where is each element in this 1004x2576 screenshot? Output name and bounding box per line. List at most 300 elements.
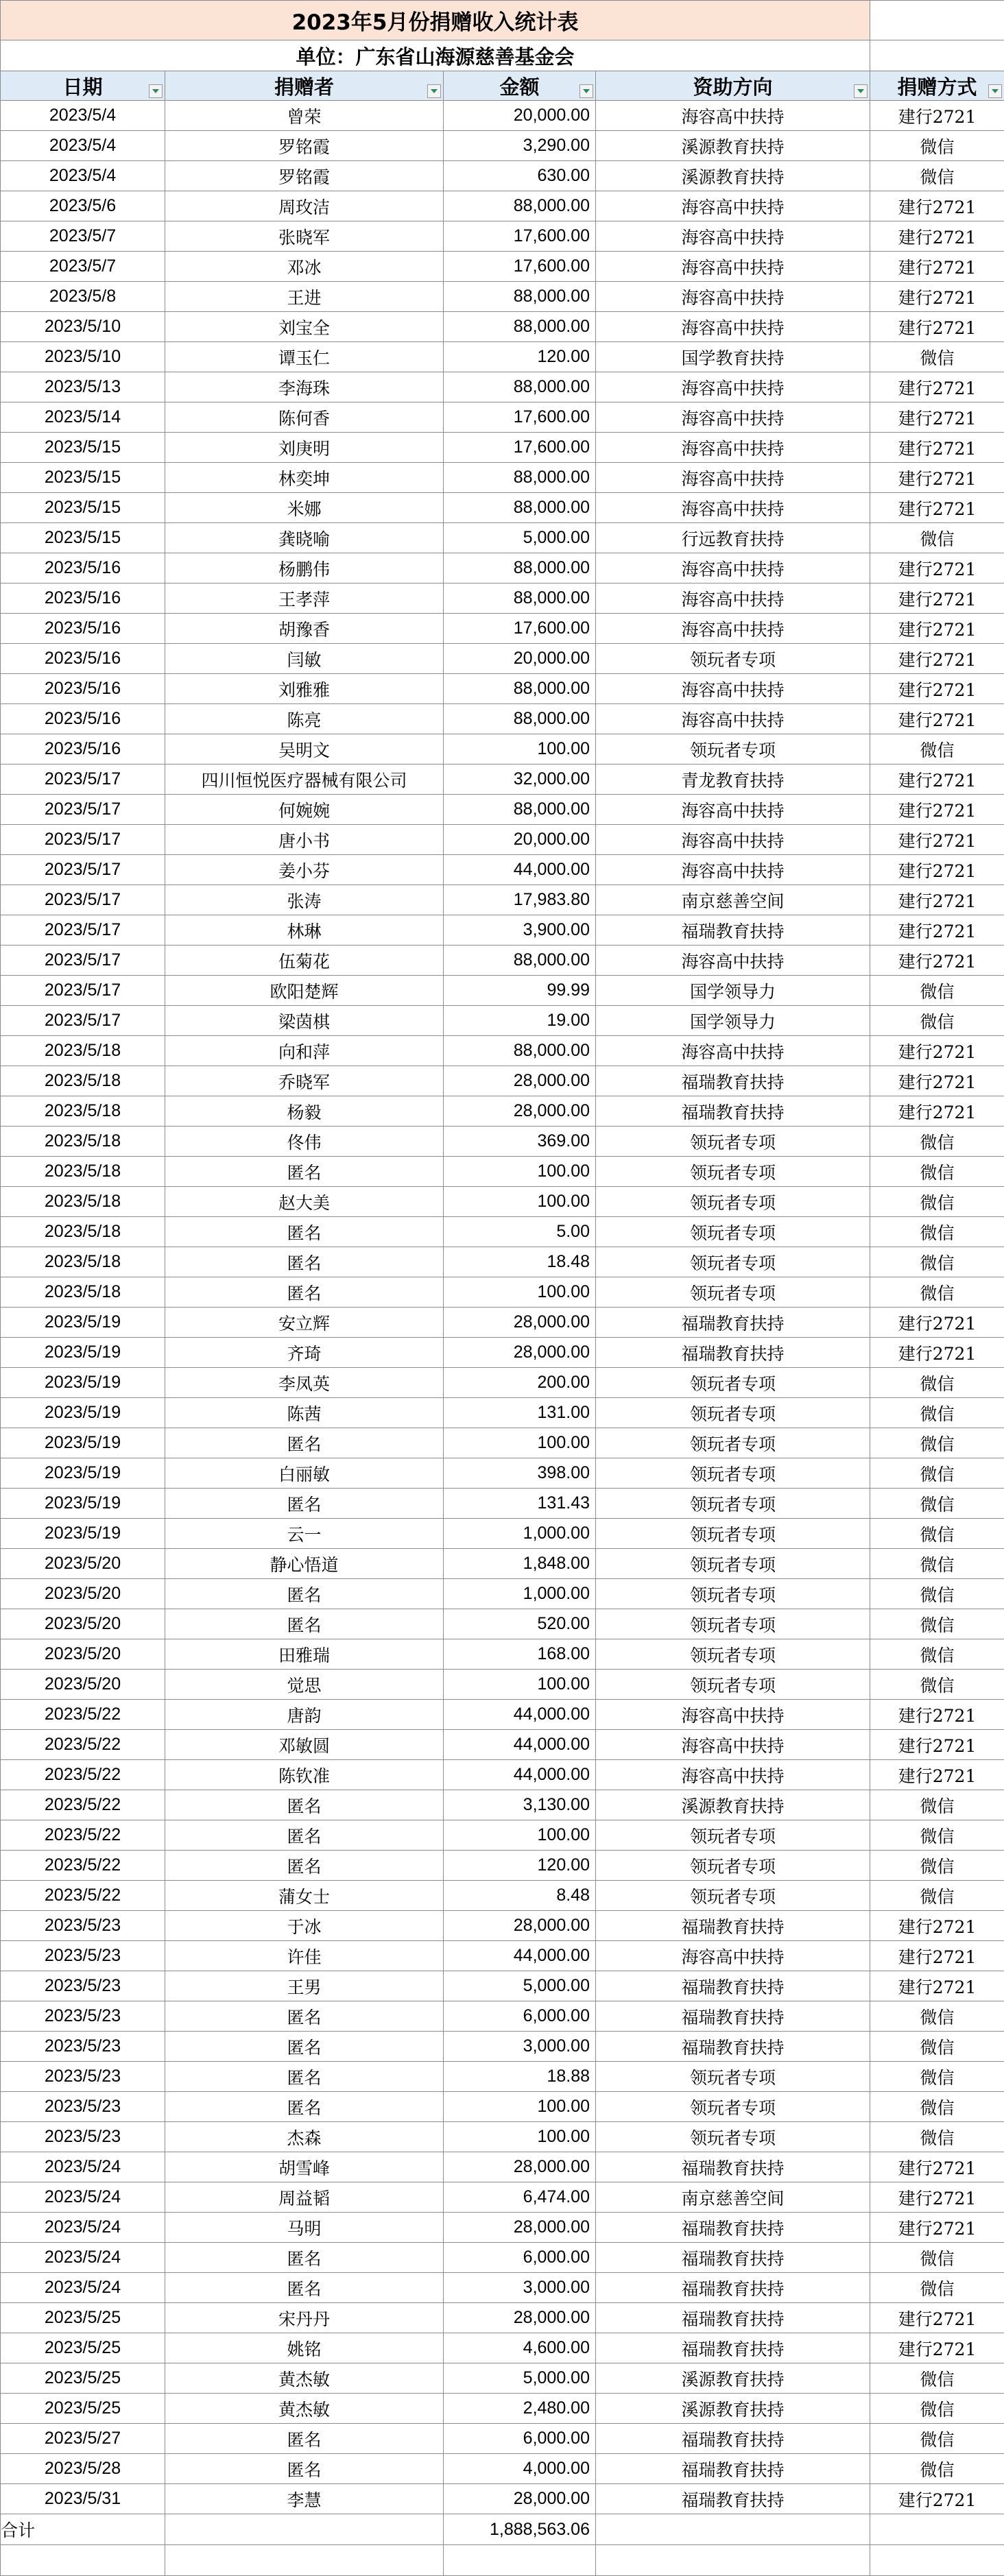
cell-donor[interactable]: 胡豫香	[165, 614, 444, 644]
cell-date[interactable]: 2023/5/18	[1, 1217, 165, 1247]
cell-amount[interactable]: 17,600.00	[444, 402, 596, 433]
cell-date[interactable]: 2023/5/25	[1, 2303, 165, 2333]
cell-donor[interactable]: 匿名	[165, 1217, 444, 1247]
cell-amount[interactable]: 44,000.00	[444, 1700, 596, 1730]
cell-direction[interactable]: 领玩者专项	[596, 1277, 870, 1308]
cell-method[interactable]: 建行2721	[870, 463, 1004, 493]
cell-direction[interactable]: 海容高中扶持	[596, 101, 870, 131]
cell-method[interactable]: 建行2721	[870, 915, 1004, 946]
cell-amount[interactable]: 6,000.00	[444, 2243, 596, 2273]
cell-date[interactable]: 2023/5/7	[1, 221, 165, 252]
cell-amount[interactable]: 28,000.00	[444, 2303, 596, 2333]
cell-date[interactable]: 2023/5/25	[1, 2363, 165, 2394]
cell-donor[interactable]: 何婉婉	[165, 795, 444, 825]
cell-direction[interactable]: 领玩者专项	[596, 1820, 870, 1851]
cell-method[interactable]: 微信	[870, 976, 1004, 1006]
cell-donor[interactable]: 匿名	[165, 1790, 444, 1820]
cell-method[interactable]: 微信	[870, 1790, 1004, 1820]
cell-amount[interactable]: 28,000.00	[444, 2152, 596, 2182]
cell-direction[interactable]: 福瑞教育扶持	[596, 1911, 870, 1941]
cell-amount[interactable]: 5.00	[444, 1217, 596, 1247]
cell-date[interactable]: 2023/5/16	[1, 644, 165, 674]
filter-amount-icon[interactable]	[579, 84, 593, 98]
cell-donor[interactable]: 伍菊花	[165, 946, 444, 976]
cell-amount[interactable]: 120.00	[444, 342, 596, 372]
cell-amount[interactable]: 8.48	[444, 1881, 596, 1911]
cell-direction[interactable]: 领玩者专项	[596, 1217, 870, 1247]
cell-amount[interactable]: 99.99	[444, 976, 596, 1006]
cell-amount[interactable]: 88,000.00	[444, 312, 596, 342]
cell-donor[interactable]: 陈何香	[165, 402, 444, 433]
cell-donor[interactable]: 李慧	[165, 2484, 444, 2514]
cell-date[interactable]: 2023/5/16	[1, 704, 165, 734]
cell-direction[interactable]: 海容高中扶持	[596, 704, 870, 734]
cell-method[interactable]: 微信	[870, 1579, 1004, 1609]
cell-donor[interactable]: 龚晓喻	[165, 523, 444, 553]
cell-method[interactable]: 微信	[870, 1489, 1004, 1519]
cell-direction[interactable]: 领玩者专项	[596, 1247, 870, 1277]
cell-donor[interactable]: 静心悟道	[165, 1549, 444, 1579]
cell-donor[interactable]: 李凤英	[165, 1368, 444, 1398]
cell-date[interactable]: 2023/5/18	[1, 1247, 165, 1277]
cell-amount[interactable]: 28,000.00	[444, 1066, 596, 1096]
cell-direction[interactable]: 福瑞教育扶持	[596, 2273, 870, 2303]
cell-method[interactable]: 建行2721	[870, 493, 1004, 523]
cell-method[interactable]: 建行2721	[870, 2152, 1004, 2182]
title-blank-cell[interactable]	[870, 1, 1004, 40]
cell-direction[interactable]: 海容高中扶持	[596, 493, 870, 523]
cell-donor[interactable]: 匿名	[165, 1609, 444, 1639]
total-label[interactable]: 合计	[1, 2514, 165, 2545]
cell-amount[interactable]: 44,000.00	[444, 1730, 596, 1760]
cell-method[interactable]: 建行2721	[870, 2182, 1004, 2213]
cell-amount[interactable]: 18.88	[444, 2062, 596, 2092]
cell-date[interactable]: 2023/5/15	[1, 493, 165, 523]
sheet-title[interactable]: 2023年5月份捐赠收入统计表	[1, 1, 870, 40]
cell-amount[interactable]: 3,000.00	[444, 2032, 596, 2062]
cell-method[interactable]: 微信	[870, 1277, 1004, 1308]
cell-method[interactable]: 微信	[870, 1820, 1004, 1851]
cell-donor[interactable]: 唐韵	[165, 1700, 444, 1730]
cell-amount[interactable]: 120.00	[444, 1851, 596, 1881]
cell-direction[interactable]: 海容高中扶持	[596, 553, 870, 583]
cell-date[interactable]: 2023/5/23	[1, 2032, 165, 2062]
cell-donor[interactable]: 安立辉	[165, 1308, 444, 1338]
cell-direction[interactable]: 福瑞教育扶持	[596, 2213, 870, 2243]
cell-amount[interactable]: 200.00	[444, 1368, 596, 1398]
cell-date[interactable]: 2023/5/7	[1, 252, 165, 282]
cell-donor[interactable]: 姜小芬	[165, 855, 444, 885]
cell-date[interactable]: 2023/5/20	[1, 1670, 165, 1700]
cell-donor[interactable]: 胡雪峰	[165, 2152, 444, 2182]
cell-direction[interactable]: 福瑞教育扶持	[596, 2333, 870, 2363]
cell-amount[interactable]: 44,000.00	[444, 1941, 596, 1971]
filter-date-icon[interactable]	[149, 84, 163, 98]
filter-donor-icon[interactable]	[427, 84, 441, 98]
cell-amount[interactable]: 3,900.00	[444, 915, 596, 946]
cell-method[interactable]: 建行2721	[870, 252, 1004, 282]
cell-direction[interactable]: 领玩者专项	[596, 1127, 870, 1157]
cell-amount[interactable]: 17,600.00	[444, 221, 596, 252]
cell-amount[interactable]: 100.00	[444, 1820, 596, 1851]
cell-method[interactable]: 微信	[870, 2454, 1004, 2484]
cell-direction[interactable]: 溪源教育扶持	[596, 2363, 870, 2394]
cell-direction[interactable]: 海容高中扶持	[596, 252, 870, 282]
cell-date[interactable]: 2023/5/22	[1, 1700, 165, 1730]
cell-date[interactable]: 2023/5/23	[1, 1941, 165, 1971]
cell-date[interactable]: 2023/5/17	[1, 855, 165, 885]
cell-date[interactable]: 2023/5/23	[1, 2092, 165, 2122]
cell-donor[interactable]: 匿名	[165, 2092, 444, 2122]
cell-direction[interactable]: 领玩者专项	[596, 734, 870, 765]
cell-method[interactable]: 建行2721	[870, 1971, 1004, 2001]
cell-amount[interactable]: 88,000.00	[444, 493, 596, 523]
cell-method[interactable]: 建行2721	[870, 372, 1004, 402]
cell-donor[interactable]: 于冰	[165, 1911, 444, 1941]
cell-direction[interactable]: 领玩者专项	[596, 1187, 870, 1217]
cell-donor[interactable]: 向和萍	[165, 1036, 444, 1066]
cell-donor[interactable]: 李海珠	[165, 372, 444, 402]
cell-amount[interactable]: 17,600.00	[444, 614, 596, 644]
cell-amount[interactable]: 88,000.00	[444, 463, 596, 493]
cell-method[interactable]: 建行2721	[870, 825, 1004, 855]
cell-date[interactable]: 2023/5/22	[1, 1851, 165, 1881]
cell-date[interactable]: 2023/5/17	[1, 825, 165, 855]
cell-method[interactable]: 微信	[870, 2424, 1004, 2454]
cell-date[interactable]: 2023/5/8	[1, 282, 165, 312]
cell-donor[interactable]: 陈钦准	[165, 1760, 444, 1790]
cell-date[interactable]: 2023/5/18	[1, 1096, 165, 1127]
cell-method[interactable]: 微信	[870, 342, 1004, 372]
cell-date[interactable]: 2023/5/4	[1, 131, 165, 161]
cell-date[interactable]: 2023/5/6	[1, 191, 165, 221]
cell-date[interactable]: 2023/5/13	[1, 372, 165, 402]
cell-date[interactable]: 2023/5/16	[1, 583, 165, 614]
cell-date[interactable]: 2023/5/19	[1, 1338, 165, 1368]
cell-direction[interactable]: 行远教育扶持	[596, 523, 870, 553]
filter-method-icon[interactable]	[988, 84, 1002, 98]
cell-donor[interactable]: 张涛	[165, 885, 444, 915]
cell-date[interactable]: 2023/5/22	[1, 1760, 165, 1790]
cell-direction[interactable]: 领玩者专项	[596, 2092, 870, 2122]
cell-amount[interactable]: 20,000.00	[444, 825, 596, 855]
cell-method[interactable]: 建行2721	[870, 221, 1004, 252]
unit-blank-cell[interactable]	[870, 40, 1004, 71]
cell-donor[interactable]: 匿名	[165, 1489, 444, 1519]
cell-amount[interactable]: 88,000.00	[444, 795, 596, 825]
cell-amount[interactable]: 1,000.00	[444, 1519, 596, 1549]
cell-donor[interactable]: 佟伟	[165, 1127, 444, 1157]
cell-method[interactable]: 建行2721	[870, 946, 1004, 976]
cell-amount[interactable]: 100.00	[444, 1277, 596, 1308]
cell-method[interactable]: 建行2721	[870, 1911, 1004, 1941]
cell-method[interactable]: 微信	[870, 2363, 1004, 2394]
cell-direction[interactable]: 福瑞教育扶持	[596, 2303, 870, 2333]
cell-date[interactable]: 2023/5/19	[1, 1428, 165, 1458]
cell-amount[interactable]: 398.00	[444, 1458, 596, 1489]
cell-donor[interactable]: 匿名	[165, 1579, 444, 1609]
cell-amount[interactable]: 100.00	[444, 734, 596, 765]
cell-date[interactable]: 2023/5/22	[1, 1881, 165, 1911]
total-amount[interactable]: 1,888,563.06	[444, 2514, 596, 2545]
cell-date[interactable]: 2023/5/19	[1, 1489, 165, 1519]
cell-amount[interactable]: 17,983.80	[444, 885, 596, 915]
cell-method[interactable]: 建行2721	[870, 1308, 1004, 1338]
cell-direction[interactable]: 海容高中扶持	[596, 221, 870, 252]
cell-donor[interactable]: 王进	[165, 282, 444, 312]
cell-donor[interactable]: 乔晓军	[165, 1066, 444, 1096]
cell-amount[interactable]: 630.00	[444, 161, 596, 191]
cell-amount[interactable]: 17,600.00	[444, 433, 596, 463]
cell-date[interactable]: 2023/5/24	[1, 2213, 165, 2243]
cell-direction[interactable]: 海容高中扶持	[596, 795, 870, 825]
cell-amount[interactable]: 28,000.00	[444, 1308, 596, 1338]
cell-date[interactable]: 2023/5/23	[1, 1971, 165, 2001]
cell-amount[interactable]: 88,000.00	[444, 704, 596, 734]
cell-method[interactable]: 建行2721	[870, 1338, 1004, 1368]
cell-donor[interactable]: 米娜	[165, 493, 444, 523]
cell-direction[interactable]: 福瑞教育扶持	[596, 915, 870, 946]
cell-method[interactable]: 微信	[870, 1187, 1004, 1217]
cell-method[interactable]: 建行2721	[870, 101, 1004, 131]
cell-direction[interactable]: 海容高中扶持	[596, 1760, 870, 1790]
cell-amount[interactable]: 44,000.00	[444, 855, 596, 885]
cell-method[interactable]: 建行2721	[870, 2213, 1004, 2243]
cell-amount[interactable]: 5,000.00	[444, 2363, 596, 2394]
cell-donor[interactable]: 罗铭霞	[165, 131, 444, 161]
cell-amount[interactable]: 18.48	[444, 1247, 596, 1277]
cell-direction[interactable]: 领玩者专项	[596, 1670, 870, 1700]
cell-date[interactable]: 2023/5/17	[1, 915, 165, 946]
cell-date[interactable]: 2023/5/19	[1, 1368, 165, 1398]
cell-amount[interactable]: 3,290.00	[444, 131, 596, 161]
cell-date[interactable]: 2023/5/18	[1, 1066, 165, 1096]
cell-donor[interactable]: 姚铭	[165, 2333, 444, 2363]
cell-method[interactable]: 建行2721	[870, 583, 1004, 614]
cell-donor[interactable]: 田雅瑞	[165, 1639, 444, 1670]
cell-date[interactable]: 2023/5/18	[1, 1036, 165, 1066]
cell-date[interactable]: 2023/5/23	[1, 1911, 165, 1941]
cell-method[interactable]: 微信	[870, 1127, 1004, 1157]
cell-donor[interactable]: 匿名	[165, 1851, 444, 1881]
cell-method[interactable]: 微信	[870, 523, 1004, 553]
cell-method[interactable]: 建行2721	[870, 2484, 1004, 2514]
cell-direction[interactable]: 溪源教育扶持	[596, 161, 870, 191]
cell-donor[interactable]: 匿名	[165, 2032, 444, 2062]
cell-amount[interactable]: 100.00	[444, 1187, 596, 1217]
cell-direction[interactable]: 海容高中扶持	[596, 614, 870, 644]
cell-date[interactable]: 2023/5/18	[1, 1277, 165, 1308]
cell-donor[interactable]: 邓敏圆	[165, 1730, 444, 1760]
cell-amount[interactable]: 88,000.00	[444, 674, 596, 704]
cell-amount[interactable]: 1,000.00	[444, 1579, 596, 1609]
cell-direction[interactable]: 福瑞教育扶持	[596, 1971, 870, 2001]
cell-amount[interactable]: 3,130.00	[444, 1790, 596, 1820]
cell-date[interactable]: 2023/5/17	[1, 976, 165, 1006]
cell-amount[interactable]: 100.00	[444, 1157, 596, 1187]
cell-method[interactable]: 微信	[870, 1157, 1004, 1187]
cell-donor[interactable]: 匿名	[165, 2454, 444, 2484]
cell-date[interactable]: 2023/5/22	[1, 1820, 165, 1851]
cell-date[interactable]: 2023/5/4	[1, 101, 165, 131]
cell-direction[interactable]: 溪源教育扶持	[596, 2394, 870, 2424]
cell-amount[interactable]: 100.00	[444, 2092, 596, 2122]
cell-method[interactable]: 微信	[870, 1519, 1004, 1549]
cell-amount[interactable]: 4,600.00	[444, 2333, 596, 2363]
cell-date[interactable]: 2023/5/24	[1, 2152, 165, 2182]
cell-direction[interactable]: 福瑞教育扶持	[596, 1066, 870, 1096]
cell-date[interactable]: 2023/5/16	[1, 674, 165, 704]
cell-amount[interactable]: 6,000.00	[444, 2424, 596, 2454]
cell-direction[interactable]: 海容高中扶持	[596, 583, 870, 614]
cell-direction[interactable]: 领玩者专项	[596, 1579, 870, 1609]
cell-direction[interactable]: 海容高中扶持	[596, 674, 870, 704]
cell-donor[interactable]: 张晓军	[165, 221, 444, 252]
cell-donor[interactable]: 匿名	[165, 1428, 444, 1458]
cell-method[interactable]: 微信	[870, 2001, 1004, 2032]
cell-direction[interactable]: 福瑞教育扶持	[596, 1308, 870, 1338]
cell-amount[interactable]: 88,000.00	[444, 946, 596, 976]
cell-method[interactable]: 微信	[870, 1247, 1004, 1277]
cell-donor[interactable]: 梁茵棋	[165, 1006, 444, 1036]
cell-direction[interactable]: 领玩者专项	[596, 1639, 870, 1670]
cell-method[interactable]: 微信	[870, 734, 1004, 765]
empty-cell[interactable]	[165, 2545, 444, 2576]
empty-cell[interactable]	[444, 2545, 596, 2576]
cell-direction[interactable]: 领玩者专项	[596, 1428, 870, 1458]
cell-amount[interactable]: 100.00	[444, 2122, 596, 2152]
cell-donor[interactable]: 谭玉仁	[165, 342, 444, 372]
cell-direction[interactable]: 福瑞教育扶持	[596, 2001, 870, 2032]
cell-amount[interactable]: 17,600.00	[444, 252, 596, 282]
cell-direction[interactable]: 福瑞教育扶持	[596, 2454, 870, 2484]
cell-amount[interactable]: 6,474.00	[444, 2182, 596, 2213]
cell-amount[interactable]: 28,000.00	[444, 1911, 596, 1941]
cell-method[interactable]: 微信	[870, 1368, 1004, 1398]
cell-donor[interactable]: 赵大美	[165, 1187, 444, 1217]
cell-direction[interactable]: 海容高中扶持	[596, 433, 870, 463]
cell-method[interactable]: 建行2721	[870, 885, 1004, 915]
cell-direction[interactable]: 领玩者专项	[596, 1458, 870, 1489]
cell-direction[interactable]: 海容高中扶持	[596, 946, 870, 976]
cell-date[interactable]: 2023/5/22	[1, 1790, 165, 1820]
cell-amount[interactable]: 88,000.00	[444, 583, 596, 614]
empty-cell[interactable]	[870, 2545, 1004, 2576]
cell-donor[interactable]: 周玫洁	[165, 191, 444, 221]
cell-donor[interactable]: 陈茜	[165, 1398, 444, 1428]
cell-donor[interactable]: 匿名	[165, 1277, 444, 1308]
cell-direction[interactable]: 领玩者专项	[596, 2122, 870, 2152]
cell-date[interactable]: 2023/5/18	[1, 1157, 165, 1187]
cell-method[interactable]: 建行2721	[870, 855, 1004, 885]
cell-direction[interactable]: 海容高中扶持	[596, 1730, 870, 1760]
cell-donor[interactable]: 罗铭霞	[165, 161, 444, 191]
cell-date[interactable]: 2023/5/23	[1, 2062, 165, 2092]
cell-date[interactable]: 2023/5/14	[1, 402, 165, 433]
cell-direction[interactable]: 海容高中扶持	[596, 463, 870, 493]
cell-amount[interactable]: 32,000.00	[444, 765, 596, 795]
cell-method[interactable]: 建行2721	[870, 2303, 1004, 2333]
cell-donor[interactable]: 黄杰敏	[165, 2394, 444, 2424]
cell-date[interactable]: 2023/5/16	[1, 614, 165, 644]
cell-amount[interactable]: 88,000.00	[444, 1036, 596, 1066]
cell-date[interactable]: 2023/5/10	[1, 342, 165, 372]
cell-amount[interactable]: 131.00	[444, 1398, 596, 1428]
cell-amount[interactable]: 88,000.00	[444, 372, 596, 402]
cell-direction[interactable]: 领玩者专项	[596, 1157, 870, 1187]
cell-amount[interactable]: 28,000.00	[444, 2213, 596, 2243]
cell-date[interactable]: 2023/5/20	[1, 1639, 165, 1670]
cell-donor[interactable]: 云一	[165, 1519, 444, 1549]
cell-method[interactable]: 微信	[870, 1217, 1004, 1247]
cell-date[interactable]: 2023/5/19	[1, 1458, 165, 1489]
cell-direction[interactable]: 海容高中扶持	[596, 402, 870, 433]
cell-direction[interactable]: 领玩者专项	[596, 1851, 870, 1881]
total-blank-cell[interactable]	[165, 2514, 444, 2545]
cell-amount[interactable]: 520.00	[444, 1609, 596, 1639]
cell-method[interactable]: 建行2721	[870, 2333, 1004, 2363]
cell-method[interactable]: 建行2721	[870, 433, 1004, 463]
cell-date[interactable]: 2023/5/18	[1, 1187, 165, 1217]
cell-amount[interactable]: 88,000.00	[444, 553, 596, 583]
cell-date[interactable]: 2023/5/19	[1, 1308, 165, 1338]
cell-amount[interactable]: 88,000.00	[444, 282, 596, 312]
cell-date[interactable]: 2023/5/19	[1, 1519, 165, 1549]
cell-donor[interactable]: 王孝萍	[165, 583, 444, 614]
cell-method[interactable]: 微信	[870, 1881, 1004, 1911]
cell-donor[interactable]: 王男	[165, 1971, 444, 2001]
cell-direction[interactable]: 领玩者专项	[596, 1489, 870, 1519]
cell-direction[interactable]: 国学教育扶持	[596, 342, 870, 372]
cell-method[interactable]: 建行2721	[870, 795, 1004, 825]
cell-direction[interactable]: 海容高中扶持	[596, 825, 870, 855]
cell-donor[interactable]: 匿名	[165, 2062, 444, 2092]
cell-date[interactable]: 2023/5/16	[1, 553, 165, 583]
cell-donor[interactable]: 闫敏	[165, 644, 444, 674]
cell-donor[interactable]: 邓冰	[165, 252, 444, 282]
cell-donor[interactable]: 林琳	[165, 915, 444, 946]
cell-date[interactable]: 2023/5/15	[1, 523, 165, 553]
cell-donor[interactable]: 刘雅雅	[165, 674, 444, 704]
cell-date[interactable]: 2023/5/17	[1, 1006, 165, 1036]
cell-method[interactable]: 建行2721	[870, 1700, 1004, 1730]
cell-direction[interactable]: 溪源教育扶持	[596, 1790, 870, 1820]
cell-method[interactable]: 建行2721	[870, 704, 1004, 734]
cell-donor[interactable]: 曾荣	[165, 101, 444, 131]
cell-donor[interactable]: 杰森	[165, 2122, 444, 2152]
cell-date[interactable]: 2023/5/24	[1, 2273, 165, 2303]
cell-direction[interactable]: 国学领导力	[596, 976, 870, 1006]
cell-amount[interactable]: 100.00	[444, 1428, 596, 1458]
cell-method[interactable]: 建行2721	[870, 191, 1004, 221]
cell-donor[interactable]: 白丽敏	[165, 1458, 444, 1489]
cell-method[interactable]: 微信	[870, 2062, 1004, 2092]
cell-direction[interactable]: 南京慈善空间	[596, 2182, 870, 2213]
cell-direction[interactable]: 领玩者专项	[596, 1549, 870, 1579]
cell-method[interactable]: 微信	[870, 1639, 1004, 1670]
cell-amount[interactable]: 5,000.00	[444, 1971, 596, 2001]
cell-amount[interactable]: 28,000.00	[444, 2484, 596, 2514]
cell-direction[interactable]: 青龙教育扶持	[596, 765, 870, 795]
cell-method[interactable]: 建行2721	[870, 1096, 1004, 1127]
cell-donor[interactable]: 匿名	[165, 2424, 444, 2454]
cell-donor[interactable]: 觉思	[165, 1670, 444, 1700]
cell-date[interactable]: 2023/5/23	[1, 2122, 165, 2152]
cell-method[interactable]: 微信	[870, 1006, 1004, 1036]
cell-direction[interactable]: 海容高中扶持	[596, 1036, 870, 1066]
cell-donor[interactable]: 刘庚明	[165, 433, 444, 463]
cell-amount[interactable]: 28,000.00	[444, 1096, 596, 1127]
